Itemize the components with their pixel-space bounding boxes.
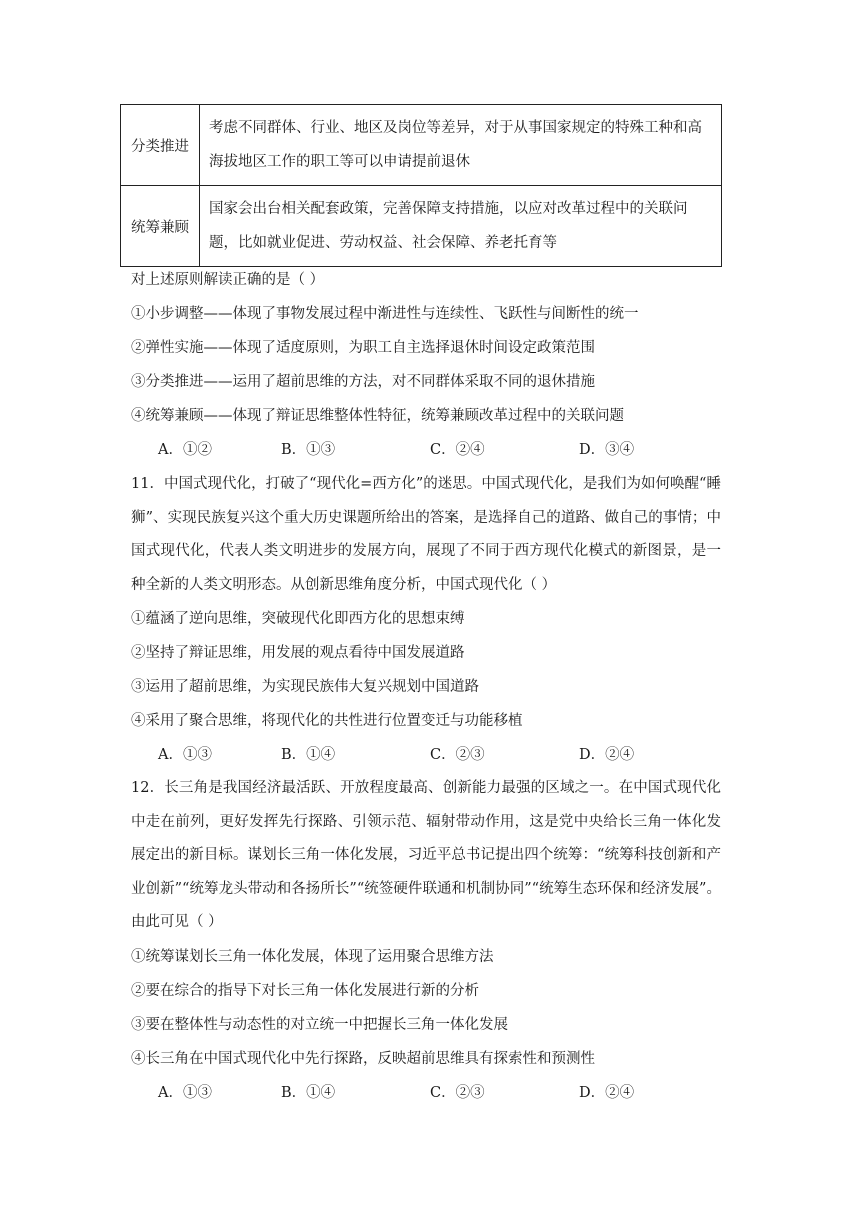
table-row [121, 105, 722, 186]
option-d[interactable]: D．③④ [579, 442, 635, 458]
option-a[interactable]: A．①③ [158, 1085, 212, 1101]
option-d[interactable]: D．②④ [579, 747, 635, 763]
row-description: 考虑不同群体、行业、地区及岗位等差异，对于从事国家规定的特殊工种和高海拔地区工作的职工等可以申请提前退休 [200, 105, 722, 186]
statement: ④采用了聚合思维，将现代化的共性进行位置变迁与功能移植 [131, 713, 523, 729]
question-stem: 12．长三角是我国经济最活跃、开放程度最高、创新能力最强的区域之一。在中国式现代化中走在前列，更好发挥先行探路、引领示范、辐射带动作用，这是党中央给长三角一体化发展定出的新目标。谋划长三角一体化发展，习近平总书记提出四个统筹：“统筹科技创新和产业创新”“统筹龙头带动和各扬所长”“统签硬件联通和机制协同”“统筹生态环保和经济发展”。由此可见（ ） [131, 780, 721, 930]
question-stem: 对上述原则解读正确的是（ ） [131, 272, 325, 288]
statement: ②弹性实施——体现了适度原则，为职工自主选择退休时间设定政策范围 [131, 340, 595, 356]
statement: ③分类推进——运用了超前思维的方法，对不同群体采取不同的退休措施 [131, 374, 595, 390]
option-c[interactable]: C．②④ [430, 442, 485, 458]
option-b[interactable]: B．①④ [281, 747, 336, 763]
option-d[interactable]: D．②④ [579, 1085, 635, 1101]
option-a[interactable]: A．①② [158, 442, 212, 458]
statement: ①蕴涵了逆向思维，突破现代化即西方化的思想束缚 [131, 611, 465, 627]
option-c[interactable]: C．②③ [430, 1085, 485, 1101]
row-label: 统筹兼顾 [121, 186, 200, 267]
statement: ②要在综合的指导下对长三角一体化发展进行新的分析 [131, 983, 479, 999]
row-description: 国家会出台相关配套政策，完善保障支持措施，以应对改革过程中的关联问题，比如就业促进、劳动权益、社会保障、养老托育等 [200, 186, 722, 267]
row-label: 分类推进 [121, 105, 200, 186]
question-stem: 11．中国式现代化，打破了“现代化=西方化”的迷思。中国式现代化，是我们为如何唤醒“睡狮”、实现民族复兴这个重大历史课题所给出的答案，是选择自己的道路、做自己的事情；中国式现代化，代表人类文明进步的发展方向，展现了不同于西方现代化模式的新图景，是一种全新的人类文明形态。从创新思维角度分析，中国式现代化（ ） [131, 476, 721, 593]
option-b[interactable]: B．①③ [281, 442, 336, 458]
statement: ②坚持了辩证思维，用发展的观点看待中国发展道路 [131, 645, 465, 661]
statement: ①小步调整——体现了事物发展过程中渐进性与连续性、飞跃性与间断性的统一 [131, 306, 639, 322]
statement: ④统筹兼顾——体现了辩证思维整体性特征，统筹兼顾改革过程中的关联问题 [131, 408, 624, 424]
option-b[interactable]: B．①④ [281, 1085, 336, 1101]
statement: ③要在整体性与动态性的对立统一中把握长三角一体化发展 [131, 1017, 508, 1033]
statement: ①统筹谋划长三角一体化发展，体现了运用聚合思维方法 [131, 949, 494, 965]
option-a[interactable]: A．①③ [158, 747, 212, 763]
statement: ③运用了超前思维，为实现民族伟大复兴规划中国道路 [131, 679, 479, 695]
table-row [121, 186, 722, 267]
principles-table [120, 104, 722, 267]
option-c[interactable]: C．②③ [430, 747, 485, 763]
statement: ④长三角在中国式现代化中先行探路，反映超前思维具有探索性和预测性 [131, 1051, 595, 1067]
